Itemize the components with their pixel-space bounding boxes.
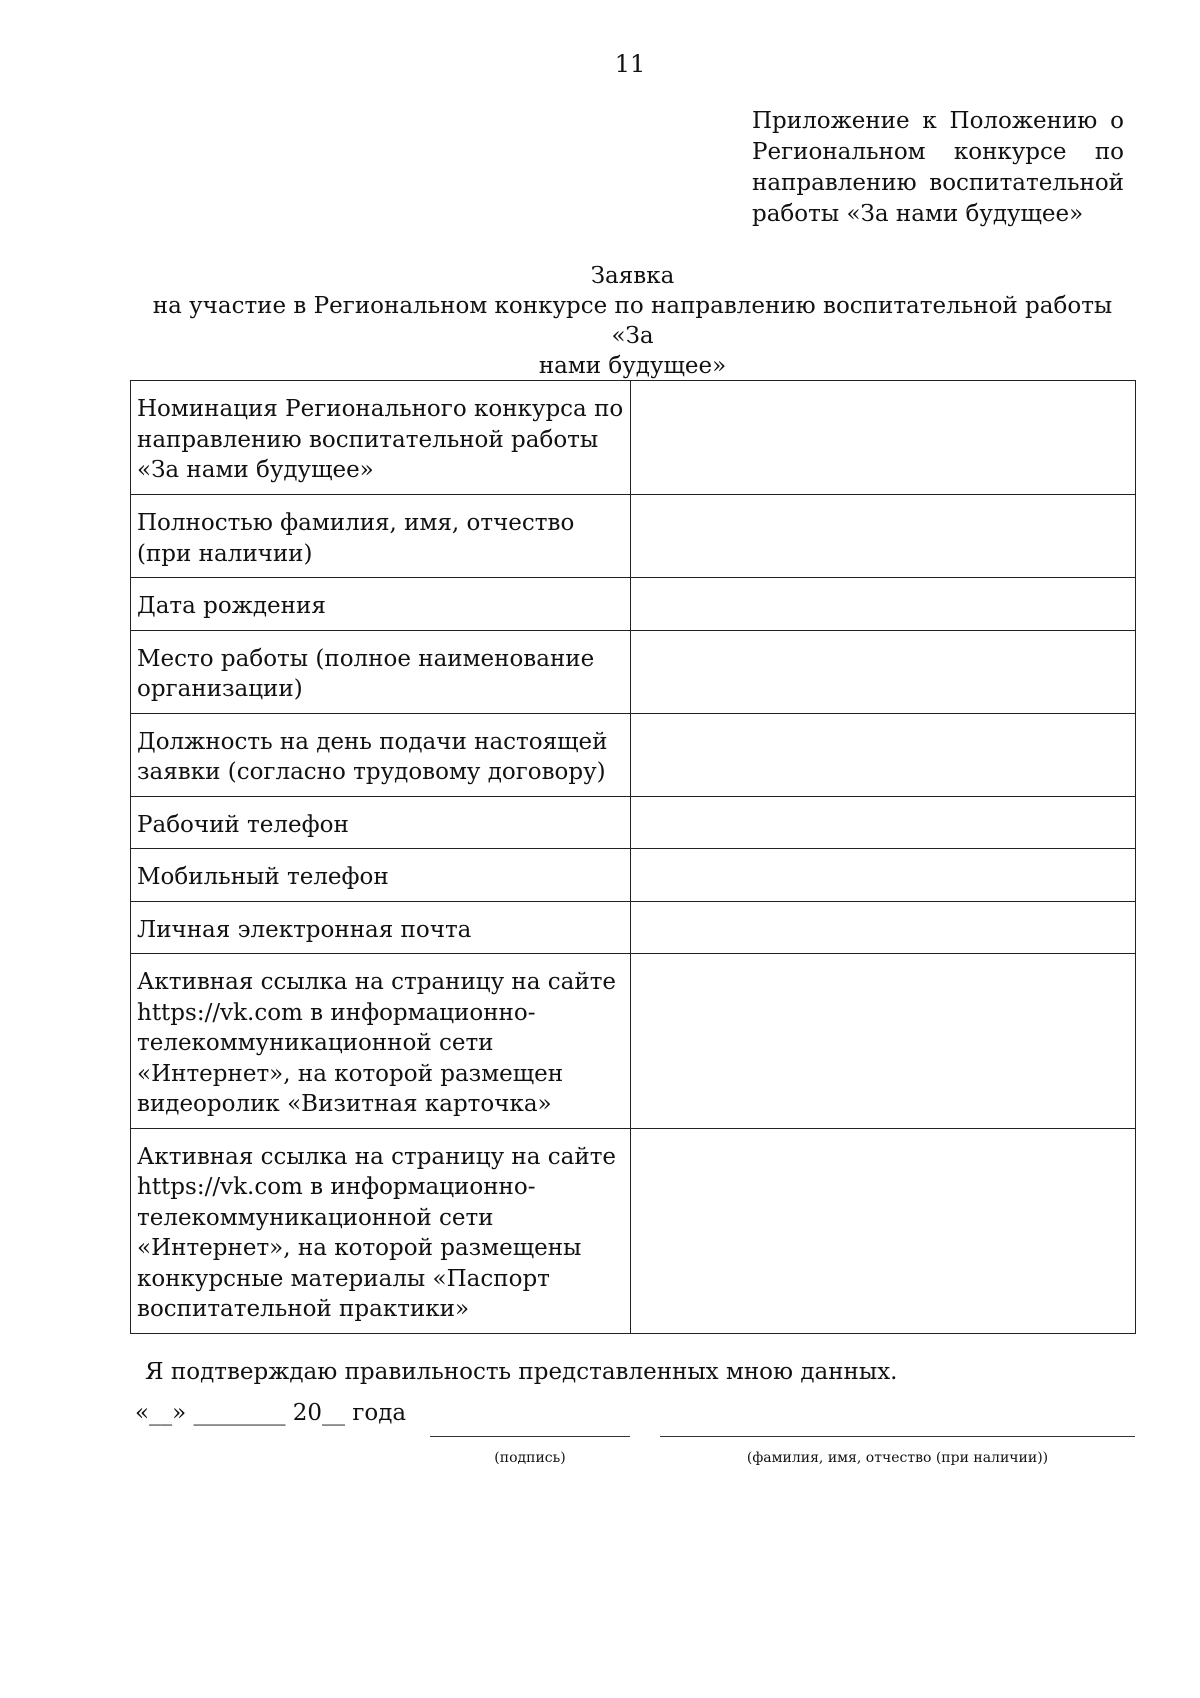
appendix-word: направлению — [752, 170, 917, 196]
signature-caption: (подпись) — [494, 1450, 566, 1466]
table-row — [131, 954, 1136, 1129]
field-value-cell[interactable] — [631, 796, 1136, 849]
appendix-line — [752, 137, 1124, 168]
table-row — [131, 578, 1136, 631]
appendix-word: воспитательной — [929, 170, 1124, 196]
appendix-line — [752, 106, 1124, 137]
appendix-line — [752, 168, 1124, 199]
form-subtitle-line: нами будущее» — [538, 353, 727, 379]
signature-line[interactable] — [430, 1436, 630, 1437]
appendix-word: к — [922, 108, 937, 134]
field-value-cell[interactable] — [631, 713, 1136, 796]
name-line[interactable] — [660, 1436, 1135, 1437]
appendix-word: о — [1110, 108, 1124, 134]
page-number: 11 — [614, 50, 646, 78]
name-caption: (фамилия, имя, отчество (при наличии)) — [746, 1450, 1049, 1466]
appendix-word: Приложение — [752, 108, 910, 134]
field-label: Рабочий телефон — [131, 796, 631, 849]
table-row — [131, 381, 1136, 495]
field-value-cell[interactable] — [631, 901, 1136, 954]
field-value-cell[interactable] — [631, 381, 1136, 495]
field-value-cell[interactable] — [631, 954, 1136, 1129]
field-label: Полностью фамилия, имя, отчество (при наличии) — [131, 495, 631, 578]
appendix-word: работы «За нами будущее» — [752, 201, 1084, 227]
appendix-note — [752, 106, 1124, 230]
field-value-cell[interactable] — [631, 495, 1136, 578]
table-row — [131, 849, 1136, 902]
confirmation-text: Я подтверждаю правильность представленных мною данных. — [145, 1359, 898, 1385]
field-value-cell[interactable] — [631, 849, 1136, 902]
form-subtitle-line: на участие в Региональном конкурсе по направлению воспитательной работы «За — [152, 293, 1113, 349]
field-label: Активная ссылка на страницу на сайте https://vk.com в информационно-телекоммуникационной сети «Интернет», на которой размещены конкурсные материалы «Паспорт воспитательной практики» — [131, 1128, 631, 1333]
appendix-line — [752, 199, 1124, 230]
table-row — [131, 1128, 1136, 1333]
table-row — [131, 713, 1136, 796]
field-label: Дата рождения — [131, 578, 631, 631]
field-value-cell[interactable] — [631, 578, 1136, 631]
field-value-cell[interactable] — [631, 630, 1136, 713]
field-value-cell[interactable] — [631, 1128, 1136, 1333]
table-row — [131, 901, 1136, 954]
appendix-word: конкурсе — [953, 139, 1067, 165]
field-label: Активная ссылка на страницу на сайте https://vk.com в информационно-телекоммуникационной сети «Интернет», на которой размещен видеоролик «Визитная карточка» — [131, 954, 631, 1129]
field-label: Должность на день подачи настоящей заявки (согласно трудовому договору) — [131, 713, 631, 796]
form-title: Заявка — [590, 263, 675, 289]
field-label: Место работы (полное наименование организации) — [131, 630, 631, 713]
appendix-word: Региональном — [752, 139, 926, 165]
table-row — [131, 796, 1136, 849]
field-label: Номинация Регионального конкурса по направлению воспитательной работы «За нами будущее» — [131, 381, 631, 495]
application-form-table — [130, 380, 1136, 1334]
appendix-word: по — [1094, 139, 1124, 165]
field-label: Мобильный телефон — [131, 849, 631, 902]
appendix-word: Положению — [949, 108, 1098, 134]
form-heading — [130, 261, 1135, 381]
date-field[interactable]: «__» ________ 20__ года — [135, 1400, 407, 1426]
table-row — [131, 495, 1136, 578]
field-label: Личная электронная почта — [131, 901, 631, 954]
table-row — [131, 630, 1136, 713]
